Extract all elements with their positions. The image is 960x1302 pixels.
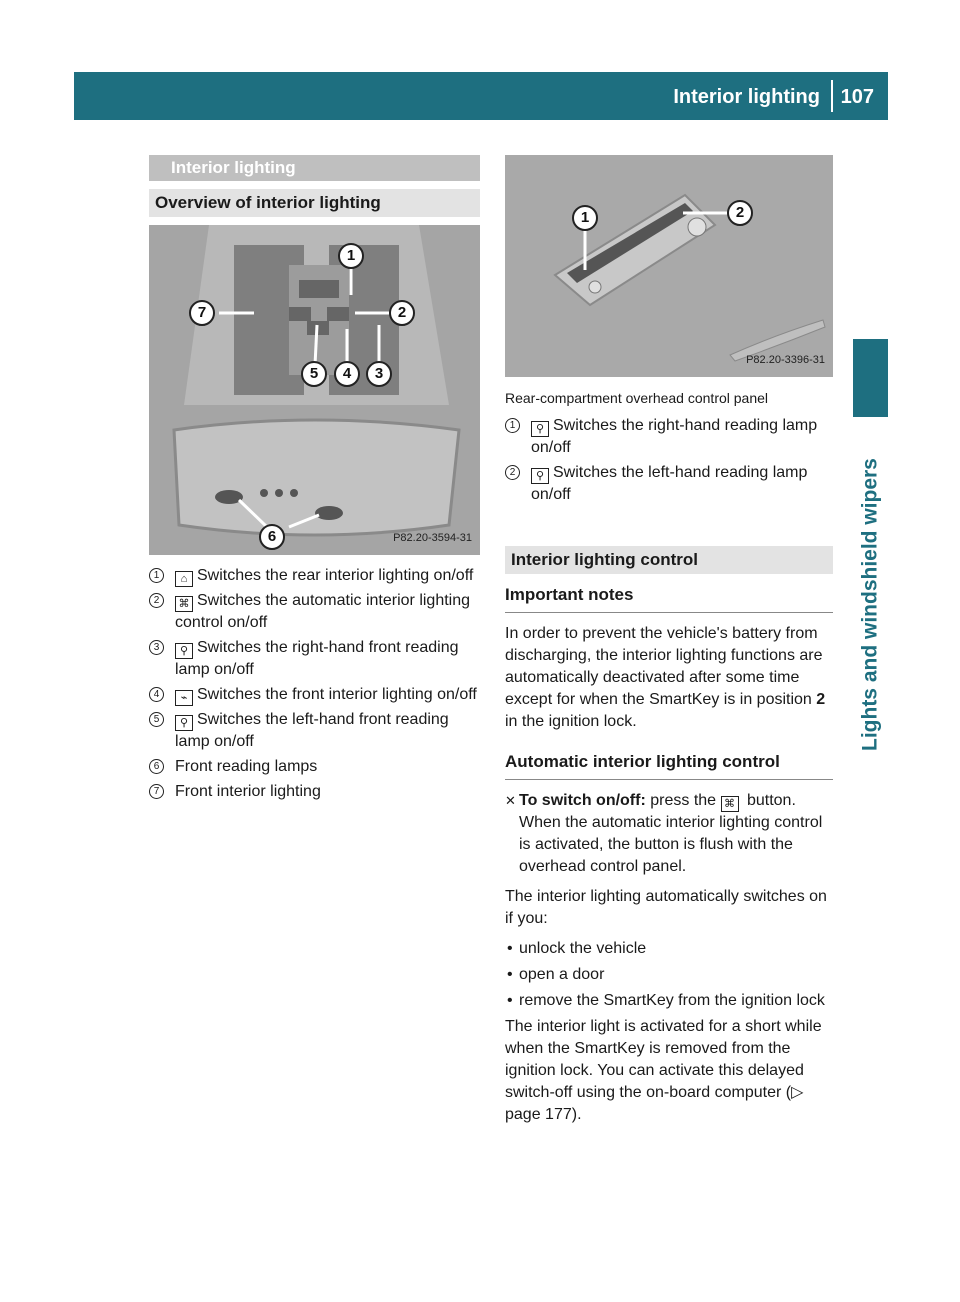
front-legend xyxy=(149,565,480,803)
chapter-tab-marker xyxy=(853,339,888,417)
legend-item xyxy=(505,415,833,459)
action-step xyxy=(505,790,833,878)
figure-caption: Rear-compartment overhead control panel xyxy=(505,390,769,406)
legend-text: Switches the left-hand reading lamp on/off xyxy=(531,464,808,503)
callout-2: 2 xyxy=(727,200,753,226)
left-column xyxy=(149,155,480,806)
auto-light-icon: ⌘ xyxy=(721,796,739,812)
reading-lamp-icon: ⚲ xyxy=(175,715,193,731)
legend-number: 6 xyxy=(149,759,164,774)
callout-7: 7 xyxy=(189,300,215,326)
rear-overhead-panel-photo xyxy=(505,155,833,377)
legend-number: 5 xyxy=(149,712,164,727)
position-number: 2 xyxy=(816,691,826,708)
legend-text: Front reading lamps xyxy=(175,758,318,775)
legend-item xyxy=(149,637,480,681)
auto-intro: The interior lighting automatically switches on if you: xyxy=(505,888,827,927)
reading-lamp-icon: ⚲ xyxy=(175,643,193,659)
section-title-interior-lighting-control: Interior lighting control xyxy=(505,546,833,574)
important-notes-text xyxy=(505,623,833,733)
legend-item xyxy=(149,781,480,803)
page-header xyxy=(74,72,888,120)
legend-number: 4 xyxy=(149,687,164,702)
bullet-item: • unlock the vehicle xyxy=(505,938,833,960)
page-reference[interactable]: (▷ page 177). xyxy=(505,1084,804,1123)
figure-code: P82.20-3396-31 xyxy=(746,354,825,366)
legend-item xyxy=(149,756,480,778)
legend-text: Switches the rear interior lighting on/off xyxy=(197,567,474,584)
action-arrow-icon: ✕ xyxy=(505,793,516,808)
important-tail: in the ignition lock. xyxy=(505,713,637,730)
legend-text: Front interior lighting xyxy=(175,783,321,800)
legend-number: 7 xyxy=(149,784,164,799)
legend-item xyxy=(505,462,833,506)
front-overhead-console-photo xyxy=(149,225,480,555)
front-light-icon: ⌁ xyxy=(175,690,193,706)
legend-text: Switches the right-hand reading lamp on/off xyxy=(531,417,818,456)
auto-light-icon: ⌘ xyxy=(175,596,193,612)
header-title: Interior lighting xyxy=(673,86,820,108)
legend-number: 1 xyxy=(505,418,520,433)
page-number: 107 xyxy=(840,86,874,108)
action-tail: button. xyxy=(746,792,796,809)
heading-important-notes: Important notes xyxy=(505,584,833,613)
rear-panel-illustration xyxy=(505,155,833,377)
action-label: To switch on/off: xyxy=(519,792,646,809)
legend-number: 2 xyxy=(149,593,164,608)
legend-text: Switches the right-hand front reading lamp on/off xyxy=(175,639,459,678)
legend-text: Switches the automatic interior lighting control on/off xyxy=(175,592,471,631)
callout-5: 5 xyxy=(301,361,327,387)
legend-text: Switches the front interior lighting on/off xyxy=(197,686,477,703)
legend-item xyxy=(149,684,480,706)
chapter-tab xyxy=(853,339,888,751)
legend-number: 2 xyxy=(505,465,520,480)
callout-4: 4 xyxy=(334,361,360,387)
bullet-item: • remove the SmartKey from the ignition lock xyxy=(505,990,833,1012)
heading-automatic-control: Automatic interior lighting control xyxy=(505,751,833,780)
rear-legend xyxy=(505,415,833,506)
action-followup: When the automatic interior lighting control is activated, the button is flush with the overhead control panel. xyxy=(519,814,823,875)
important-text: In order to prevent the vehicle's battery from discharging, the interior lighting functions are automatically deactivated after some time except for when the SmartKey is in position xyxy=(505,625,823,708)
front-console-illustration xyxy=(149,225,480,555)
callout-6: 6 xyxy=(259,524,285,550)
chapter-tab-label: Lights and windshield wipers xyxy=(858,458,882,751)
subsection-title-overview: Overview of interior lighting xyxy=(149,189,480,217)
callout-2: 2 xyxy=(389,300,415,326)
legend-number: 1 xyxy=(149,568,164,583)
rear-light-icon: ⌂ xyxy=(175,571,193,587)
callout-1: 1 xyxy=(338,243,364,269)
reading-lamp-icon: ⚲ xyxy=(531,468,549,484)
right-column xyxy=(505,155,833,1134)
legend-item xyxy=(149,709,480,753)
closing-text xyxy=(505,1016,833,1126)
legend-item xyxy=(149,565,480,587)
header-divider xyxy=(831,80,833,112)
action-text: press the xyxy=(650,792,717,809)
reading-lamp-icon: ⚲ xyxy=(531,421,549,437)
callout-1: 1 xyxy=(572,205,598,231)
legend-item xyxy=(149,590,480,634)
section-title-interior-lighting: Interior lighting xyxy=(149,155,480,181)
legend-number: 3 xyxy=(149,640,164,655)
figure-code: P82.20-3594-31 xyxy=(393,532,472,544)
closing-body: The interior light is activated for a short while when the SmartKey is removed from the ignition lock. You can activate this delayed switch-off using the on-board computer xyxy=(505,1018,822,1101)
bullet-item: • open a door xyxy=(505,964,833,986)
legend-text: Switches the left-hand front reading lamp on/off xyxy=(175,711,449,750)
callout-3: 3 xyxy=(366,361,392,387)
